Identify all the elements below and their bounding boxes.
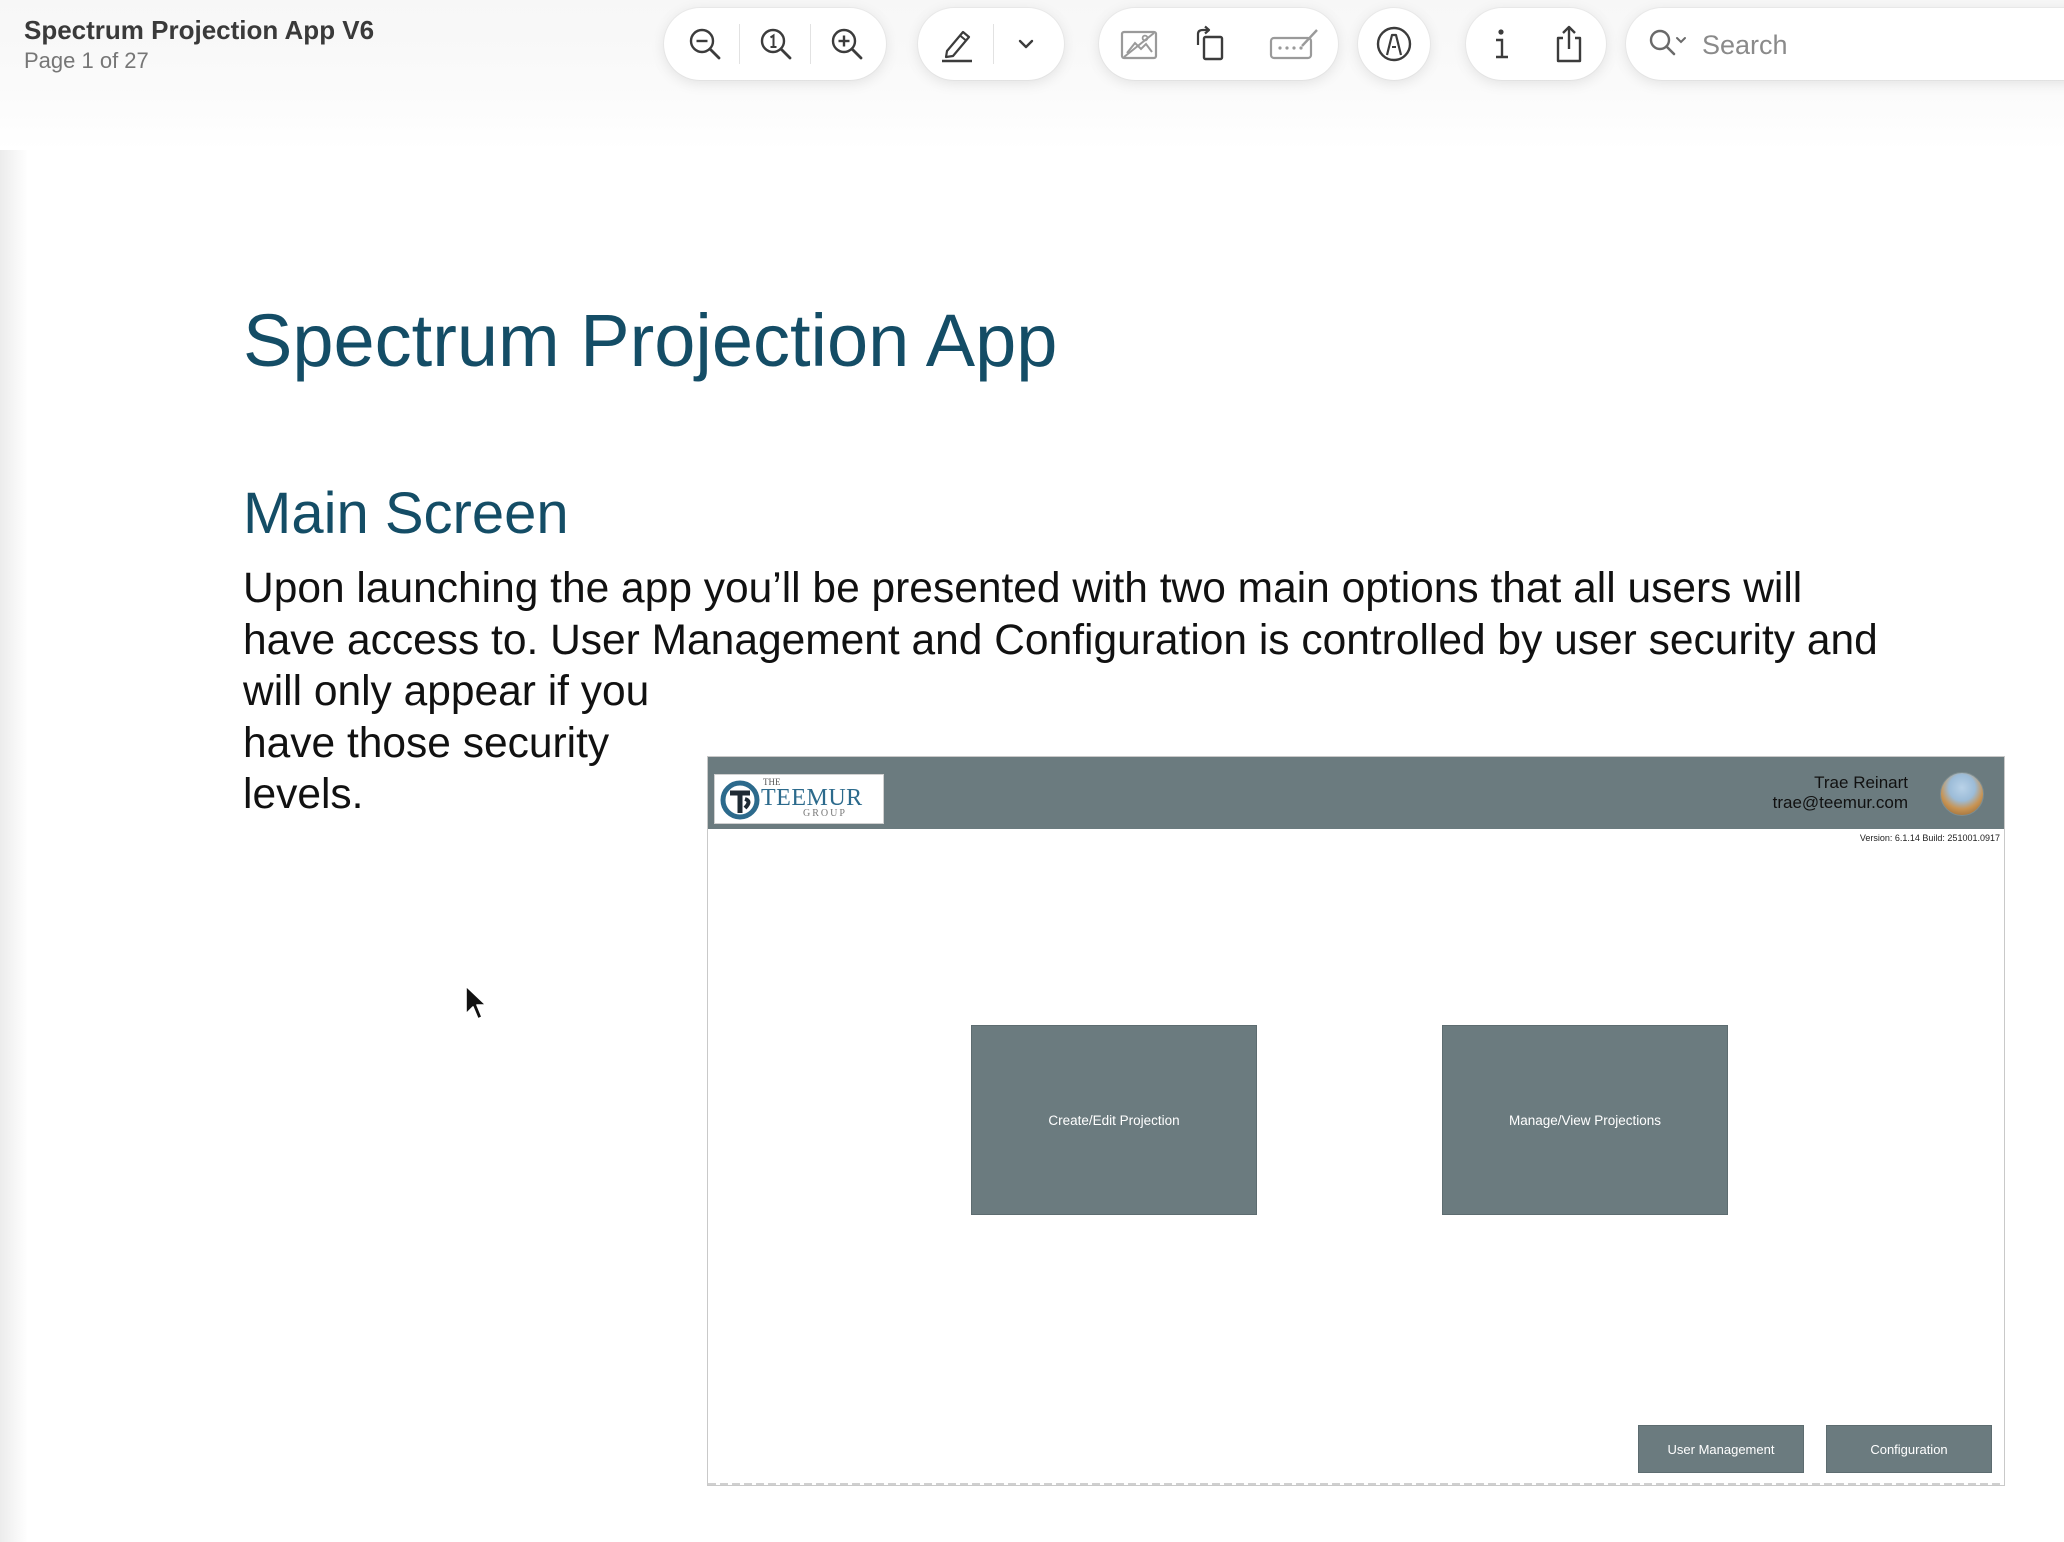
paragraph-line: will only appear if you — [243, 668, 650, 715]
highlight-pen-icon — [938, 25, 976, 63]
user-email: trae@teemur.com — [1772, 793, 1908, 812]
actual-size-icon — [758, 26, 794, 62]
crop-button[interactable] — [1110, 8, 1168, 80]
actual-size-button[interactable] — [747, 8, 805, 80]
share-button[interactable] — [1540, 8, 1598, 80]
window-edge — [0, 0, 28, 1542]
configuration-button[interactable]: Configuration — [1826, 1425, 1992, 1473]
search-icon[interactable] — [1648, 28, 1690, 65]
page-indicator: Page 1 of 27 — [24, 48, 149, 73]
app-screenshot — [707, 756, 2005, 1486]
mouse-pointer-icon — [464, 984, 488, 1024]
logo-the: THE — [763, 777, 781, 787]
create-edit-projection-button[interactable]: Create/Edit Projection — [971, 1025, 1257, 1215]
rotate-icon — [1192, 25, 1228, 63]
screenshot-bottom-edge — [708, 1483, 2004, 1485]
app-header — [708, 757, 2004, 829]
user-name: Trae Reinart — [1814, 773, 1908, 792]
logo-name: TEEMUR — [761, 785, 863, 811]
version-label: Version: 6.1.14 Build: 251001.0917 — [1859, 833, 2000, 843]
toolbar — [0, 0, 2064, 150]
share-icon — [1552, 24, 1586, 64]
markup-button[interactable] — [1365, 8, 1423, 80]
rotate-button[interactable] — [1181, 8, 1239, 80]
highlight-style-dropdown[interactable] — [998, 8, 1054, 80]
zoom-in-icon — [829, 26, 865, 62]
highlight-button[interactable] — [928, 8, 986, 80]
signature-icon — [1268, 26, 1320, 62]
paragraph-line: Upon launching the app you’ll be presented with two main options that all users will — [243, 565, 1803, 612]
chevron-down-icon — [1015, 33, 1037, 55]
signature-button[interactable] — [1262, 8, 1326, 80]
separator — [993, 24, 994, 64]
crop-image-icon — [1119, 26, 1159, 62]
search-input[interactable] — [1700, 22, 2044, 68]
info-button[interactable] — [1472, 8, 1530, 80]
paragraph-line: have access to. User Management and Configuration is controlled by user security and — [243, 616, 1878, 664]
info-icon — [1486, 25, 1516, 63]
document-heading: Spectrum Projection App — [243, 299, 1058, 382]
avatar — [1940, 772, 1984, 816]
manage-view-projections-button[interactable]: Manage/View Projections — [1442, 1025, 1728, 1215]
markup-icon — [1375, 25, 1413, 63]
paragraph-line: have those security — [243, 719, 610, 767]
zoom-out-icon — [687, 26, 723, 62]
zoom-in-button[interactable] — [818, 8, 876, 80]
teemur-logo — [714, 774, 884, 824]
document-title: Spectrum Projection App V6 — [24, 15, 375, 45]
zoom-out-button[interactable] — [676, 8, 734, 80]
user-management-button[interactable]: User Management — [1638, 1425, 1804, 1473]
logo-mark-icon — [719, 779, 761, 821]
section-heading: Main Screen — [243, 481, 569, 546]
separator — [810, 24, 811, 64]
paragraph-line: levels. — [243, 771, 364, 818]
separator — [739, 24, 740, 64]
logo-group: GROUP — [803, 808, 847, 819]
